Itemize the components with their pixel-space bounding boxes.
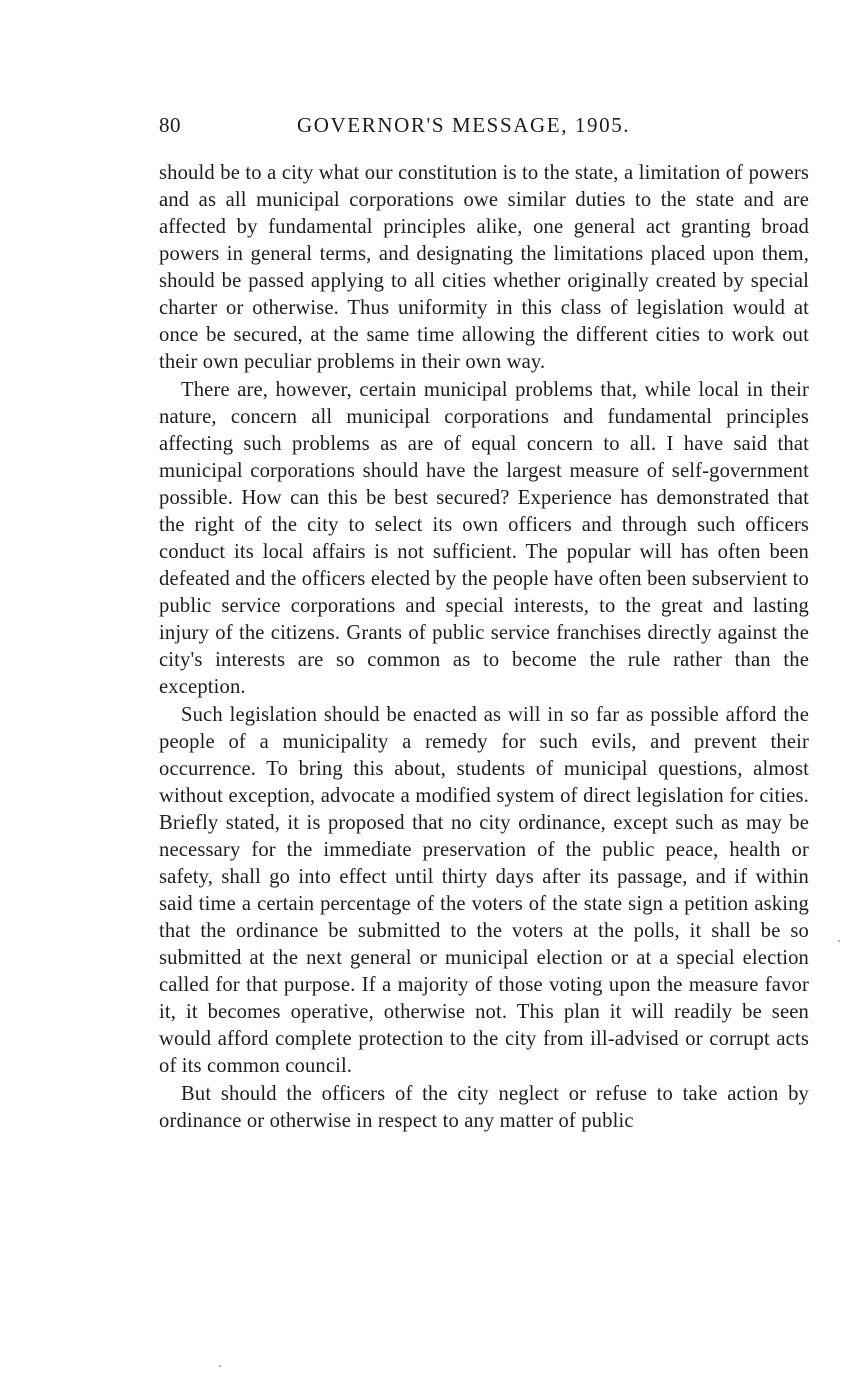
page-number: 80 bbox=[159, 113, 181, 137]
scan-speck bbox=[219, 1365, 221, 1367]
page-header bbox=[159, 113, 809, 143]
running-title: GOVERNOR'S MESSAGE, 1905. bbox=[297, 113, 631, 137]
paragraph-municipal-problems: There are, however, certain municipal problems that, while local in their nature, concern all municipal corporations and fundamental principles affecting such problems as are of equal concern to all. I have said that municipal corporations should have the largest measure of self-government possible. How can this be best secured? Experience has demonstrated that the right of the city to select its own officers and through such officers conduct its local affairs is not sufficient. The popular will has often been defeated and the officers elected by the people have often been subservient to public service corporations and special interests, to the great and lasting injury of the citizens. Grants of public service franchises directly against the city's interests are so common as to become the rule rather than the exception. bbox=[159, 379, 809, 698]
paragraph-continued: should be to a city what our constitution is to the state, a limitation of powers and as all municipal corporations owe similar duties to the state and are affected by fundamental principles alike, one general act granting broad powers in general terms, and designating the limitations placed upon them, should be passed applying to all cities whether originally created by special charter or otherwise. Thus uniformity in this class of legislation would at once be secured, at the same time allowing the different cities to work out their own peculiar problems in their own way. bbox=[159, 162, 809, 373]
paragraph-officers-neglect: But should the officers of the city neglect or refuse to take action by ordinance or otherwise in respect to any matter of public bbox=[159, 1083, 809, 1132]
scan-speck bbox=[838, 940, 840, 942]
paragraph-direct-legislation: Such legislation should be enacted as will in so far as possible afford the people of a municipality a remedy for such evils, and prevent their occurrence. To bring this about, students of municipal questions, almost without exception, advocate a modified system of direct legislation for cities. Briefly stated, it is proposed that no city ordinance, except such as may be necessary for the immediate preservation of the public peace, health or safety, shall go into effect until thirty days after its passage, and if within said time a certain percentage of the voters of the state sign a petition asking that the ordinance be submitted to the voters at the polls, it shall be so submitted at the next general or municipal election or at a special election called for that purpose. If a majority of those voting upon the measure favor it, it becomes operative, otherwise not. This plan it will readily be seen would afford complete protection to the city from ill-advised or corrupt acts of its common council. bbox=[159, 704, 809, 1077]
body-text bbox=[159, 160, 809, 1135]
